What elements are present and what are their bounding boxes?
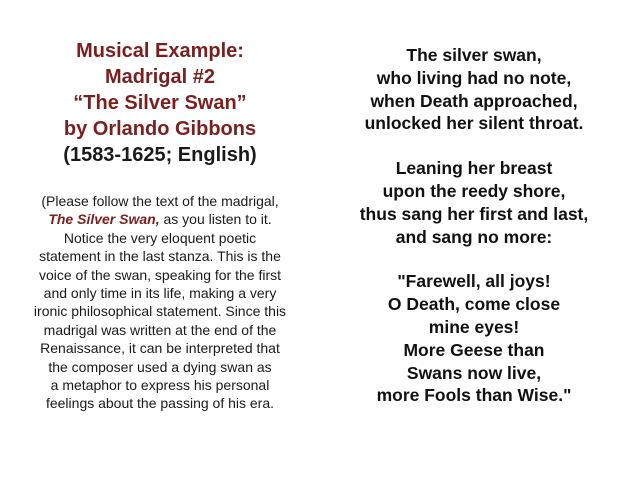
note-line: (Please follow the text of the madrigal,: [41, 193, 279, 209]
note-line: the composer used a dying swan as: [48, 358, 272, 375]
example-title: [8, 38, 312, 168]
listening-note: [8, 192, 312, 413]
poem-stanza-3: [318, 270, 630, 407]
poem-line: upon the reedy shore,: [382, 180, 566, 201]
poem-line: when Death approached,: [370, 90, 578, 111]
poem-stanza-1: [318, 44, 630, 135]
poem-line: thus sang her first and last,: [359, 203, 589, 224]
poem-line: O Death, come close: [387, 294, 561, 315]
poem-line: and sang no more:: [395, 226, 553, 247]
poem-line: mine eyes!: [428, 316, 520, 337]
poem-line: more Fools than Wise.": [376, 385, 572, 406]
title-line-madrigal: Madrigal #2: [104, 66, 216, 88]
note-line: feelings about the passing of his era.: [45, 395, 275, 412]
poem-line: who living had no note,: [376, 67, 572, 88]
note-line: madrigal was written at the end of the: [43, 321, 277, 338]
note-line-with-title: [8, 210, 312, 228]
note-line: Renaissance, it can be interpreted that: [40, 340, 280, 357]
title-line-dates: (1583-1625; English): [63, 144, 257, 166]
note-line: Notice the very eloquent poetic: [63, 229, 257, 246]
title-line-song: “The Silver Swan”: [73, 92, 247, 114]
poem-line: unlocked her silent throat.: [364, 113, 584, 134]
note-line: ironic philosophical statement. Since this: [33, 303, 287, 320]
poem-text: [318, 44, 630, 429]
poem-line: The silver swan,: [406, 45, 542, 65]
poem-line: "Farewell, all joys!: [397, 271, 551, 292]
madrigal-title-emphasis: The Silver Swan,: [48, 211, 160, 228]
poem-line: Swans now live,: [406, 362, 542, 383]
title-line-composer: by Orlando Gibbons: [63, 118, 257, 140]
left-column: [8, 38, 312, 413]
note-line: voice of the swan, speaking for the first: [38, 266, 281, 283]
note-line: and only time in its life, making a very: [43, 285, 277, 302]
poem-stanza-2: [318, 157, 630, 248]
note-line: statement in the last stanza. This is the: [39, 248, 281, 265]
poem-line: Leaning her breast: [395, 158, 553, 179]
poem-line: More Geese than: [403, 339, 545, 360]
title-line-label: Musical Example:: [76, 40, 244, 62]
note-line-rest: as you listen to it.: [159, 211, 272, 228]
note-line: a metaphor to express his personal: [50, 377, 270, 394]
